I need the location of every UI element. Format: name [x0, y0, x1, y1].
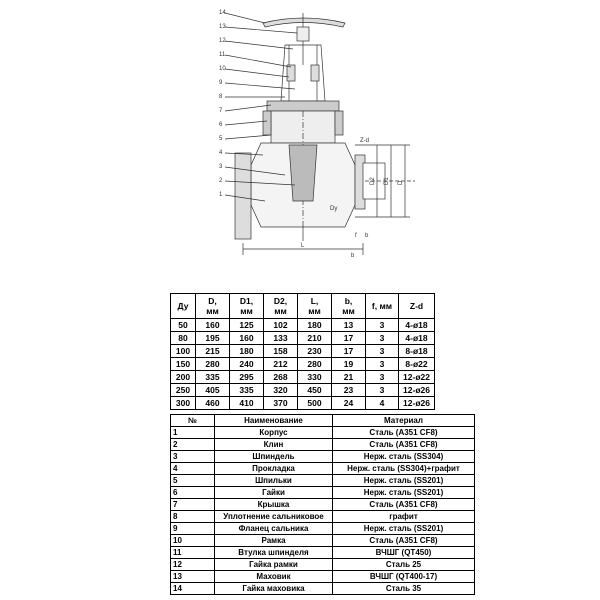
- table-row: [171, 427, 475, 439]
- table-cell: Нерж. сталь (SS304)+графит: [333, 463, 475, 475]
- callout-4: 4: [219, 150, 223, 156]
- table-cell: 7: [171, 499, 215, 511]
- header-zd: Z-d: [399, 294, 435, 319]
- table-cell: 13: [332, 319, 366, 332]
- callout-11: 11: [219, 52, 226, 58]
- table-cell: 8: [171, 511, 215, 523]
- header-num: №: [171, 415, 215, 427]
- table-cell: 24: [332, 397, 366, 410]
- table-row: [171, 523, 475, 535]
- table-cell: 215: [196, 345, 230, 358]
- table-cell: 335: [196, 371, 230, 384]
- table-cell: 9: [171, 523, 215, 535]
- table-cell: 195: [196, 332, 230, 345]
- callout-12: 12: [219, 38, 226, 44]
- table-cell: 4-ø18: [399, 332, 435, 345]
- table-cell: графит: [333, 511, 475, 523]
- table-cell: 280: [298, 358, 332, 371]
- table-cell: 410: [230, 397, 264, 410]
- table-cell: 4-ø18: [399, 319, 435, 332]
- header-b: b, мм: [332, 294, 366, 319]
- table-cell: 12: [171, 559, 215, 571]
- table-cell: 19: [332, 358, 366, 371]
- table-row: [171, 511, 475, 523]
- table-cell: 11: [171, 547, 215, 559]
- table-cell: Сталь (A351 CF8): [333, 439, 475, 451]
- table-row: [171, 571, 475, 583]
- valve-drawing: [205, 5, 420, 265]
- table-cell: 2: [171, 439, 215, 451]
- table-cell: 3: [366, 319, 399, 332]
- table-cell: 3: [366, 345, 399, 358]
- callout-10: 10: [219, 66, 226, 72]
- table-cell: 3: [366, 332, 399, 345]
- table-cell: 12-ø26: [399, 397, 435, 410]
- table-cell: Рамка: [215, 535, 333, 547]
- table-cell: 100: [171, 345, 196, 358]
- table-cell: 1: [171, 427, 215, 439]
- table-row: [171, 332, 435, 345]
- table-row: [171, 345, 435, 358]
- header-material: Материал: [333, 415, 475, 427]
- header-l: L, мм: [298, 294, 332, 319]
- table-cell: 335: [230, 384, 264, 397]
- table-cell: Шпильки: [215, 475, 333, 487]
- table-cell: 160: [196, 319, 230, 332]
- table-cell: 300: [171, 397, 196, 410]
- callout-3: 3: [219, 164, 223, 170]
- table-cell: 180: [230, 345, 264, 358]
- table-row: [171, 463, 475, 475]
- table-cell: Уплотнение сальниковое: [215, 511, 333, 523]
- table-row: [171, 475, 475, 487]
- table-cell: Корпус: [215, 427, 333, 439]
- table-cell: Нерж. сталь (SS201): [333, 523, 475, 535]
- header-dy: Ду: [171, 294, 196, 319]
- callout-8: 8: [219, 94, 223, 100]
- table-cell: 4: [171, 463, 215, 475]
- table-cell: Нерж. сталь (SS201): [333, 487, 475, 499]
- dim-l: L: [301, 243, 305, 249]
- table-cell: 12-ø22: [399, 371, 435, 384]
- dim-d2: D2: [370, 177, 376, 185]
- table-cell: Фланец сальника: [215, 523, 333, 535]
- table-cell: 14: [171, 583, 215, 595]
- table-cell: 158: [264, 345, 298, 358]
- table-cell: 5: [171, 475, 215, 487]
- table-cell: Маховик: [215, 571, 333, 583]
- table-cell: Сталь 35: [333, 583, 475, 595]
- table-cell: 8-ø18: [399, 345, 435, 358]
- table-cell: 280: [196, 358, 230, 371]
- callout-1: 1: [219, 192, 223, 198]
- table-cell: Прокладка: [215, 463, 333, 475]
- callout-9: 9: [219, 80, 223, 86]
- table-cell: 80: [171, 332, 196, 345]
- table-cell: 8-ø22: [399, 358, 435, 371]
- table-row: [171, 583, 475, 595]
- table-cell: 460: [196, 397, 230, 410]
- table-cell: Сталь 25: [333, 559, 475, 571]
- valve-section-svg: [205, 5, 420, 265]
- table-cell: 330: [298, 371, 332, 384]
- table-cell: Нерж. сталь (SS304): [333, 451, 475, 463]
- dim-b2: b: [351, 253, 355, 259]
- table-cell: 240: [230, 358, 264, 371]
- table-cell: 125: [230, 319, 264, 332]
- table-row: [171, 547, 475, 559]
- table-cell: 230: [298, 345, 332, 358]
- table-cell: 268: [264, 371, 298, 384]
- table-cell: Клин: [215, 439, 333, 451]
- table-cell: 102: [264, 319, 298, 332]
- header-d1: D1, мм: [230, 294, 264, 319]
- dim-f: f: [355, 233, 357, 239]
- table-cell: Гайка рамки: [215, 559, 333, 571]
- table-cell: 370: [264, 397, 298, 410]
- dimensions-table: [170, 293, 435, 410]
- table-cell: 3: [366, 384, 399, 397]
- table-row: [171, 371, 435, 384]
- table-row: [171, 535, 475, 547]
- table-cell: 210: [298, 332, 332, 345]
- table-cell: Нерж. сталь (SS201): [333, 475, 475, 487]
- table-cell: 405: [196, 384, 230, 397]
- dim-d: D: [398, 180, 404, 185]
- table-cell: 13: [171, 571, 215, 583]
- header-d2: D2, мм: [264, 294, 298, 319]
- table-cell: 320: [264, 384, 298, 397]
- table-cell: 12-ø26: [399, 384, 435, 397]
- table-cell: 50: [171, 319, 196, 332]
- table-row: [171, 358, 435, 371]
- table-cell: 3: [366, 371, 399, 384]
- dimensions-header-row: [171, 294, 435, 319]
- callout-2: 2: [219, 178, 223, 184]
- table-cell: Гайка маховика: [215, 583, 333, 595]
- table-cell: Втулка шпинделя: [215, 547, 333, 559]
- table-cell: 3: [171, 451, 215, 463]
- header-f: f, мм: [366, 294, 399, 319]
- table-row: [171, 451, 475, 463]
- table-cell: 133: [264, 332, 298, 345]
- header-d: D, мм: [196, 294, 230, 319]
- materials-header-row: [171, 415, 475, 427]
- table-cell: 6: [171, 487, 215, 499]
- table-cell: 10: [171, 535, 215, 547]
- table-cell: 150: [171, 358, 196, 371]
- materials-table: [170, 414, 475, 595]
- table-row: [171, 439, 475, 451]
- table-cell: 200: [171, 371, 196, 384]
- table-cell: 180: [298, 319, 332, 332]
- table-cell: Сталь (A351 CF8): [333, 427, 475, 439]
- table-row: [171, 397, 435, 410]
- table-row: [171, 559, 475, 571]
- table-cell: Сталь (A351 CF8): [333, 535, 475, 547]
- table-row: [171, 487, 475, 499]
- table-row: [171, 319, 435, 332]
- table-cell: 4: [366, 397, 399, 410]
- header-name: Наименование: [215, 415, 333, 427]
- callout-13: 13: [219, 24, 226, 30]
- table-cell: 450: [298, 384, 332, 397]
- table-cell: ВЧШГ (QT450): [333, 547, 475, 559]
- table-cell: 212: [264, 358, 298, 371]
- table-cell: 295: [230, 371, 264, 384]
- table-cell: 17: [332, 345, 366, 358]
- dim-zd: Z-d: [360, 138, 369, 144]
- dim-b: b: [365, 233, 369, 239]
- table-cell: 21: [332, 371, 366, 384]
- table-cell: 23: [332, 384, 366, 397]
- callout-14: 14: [219, 10, 226, 16]
- table-cell: Гайки: [215, 487, 333, 499]
- table-cell: ВЧШГ (QT400-17): [333, 571, 475, 583]
- table-row: [171, 384, 435, 397]
- table-cell: 500: [298, 397, 332, 410]
- handwheel-shape: [263, 18, 345, 27]
- table-cell: 3: [366, 358, 399, 371]
- dim-d1: D1: [384, 177, 390, 185]
- table-cell: Крышка: [215, 499, 333, 511]
- table-cell: 17: [332, 332, 366, 345]
- table-cell: 250: [171, 384, 196, 397]
- dim-dy: Dy: [330, 206, 338, 212]
- callout-6: 6: [219, 122, 223, 128]
- callout-5: 5: [219, 136, 223, 142]
- table-cell: Шпиндель: [215, 451, 333, 463]
- table-cell: 160: [230, 332, 264, 345]
- callout-7: 7: [219, 108, 223, 114]
- table-cell: Сталь (A351 CF8): [333, 499, 475, 511]
- table-row: [171, 499, 475, 511]
